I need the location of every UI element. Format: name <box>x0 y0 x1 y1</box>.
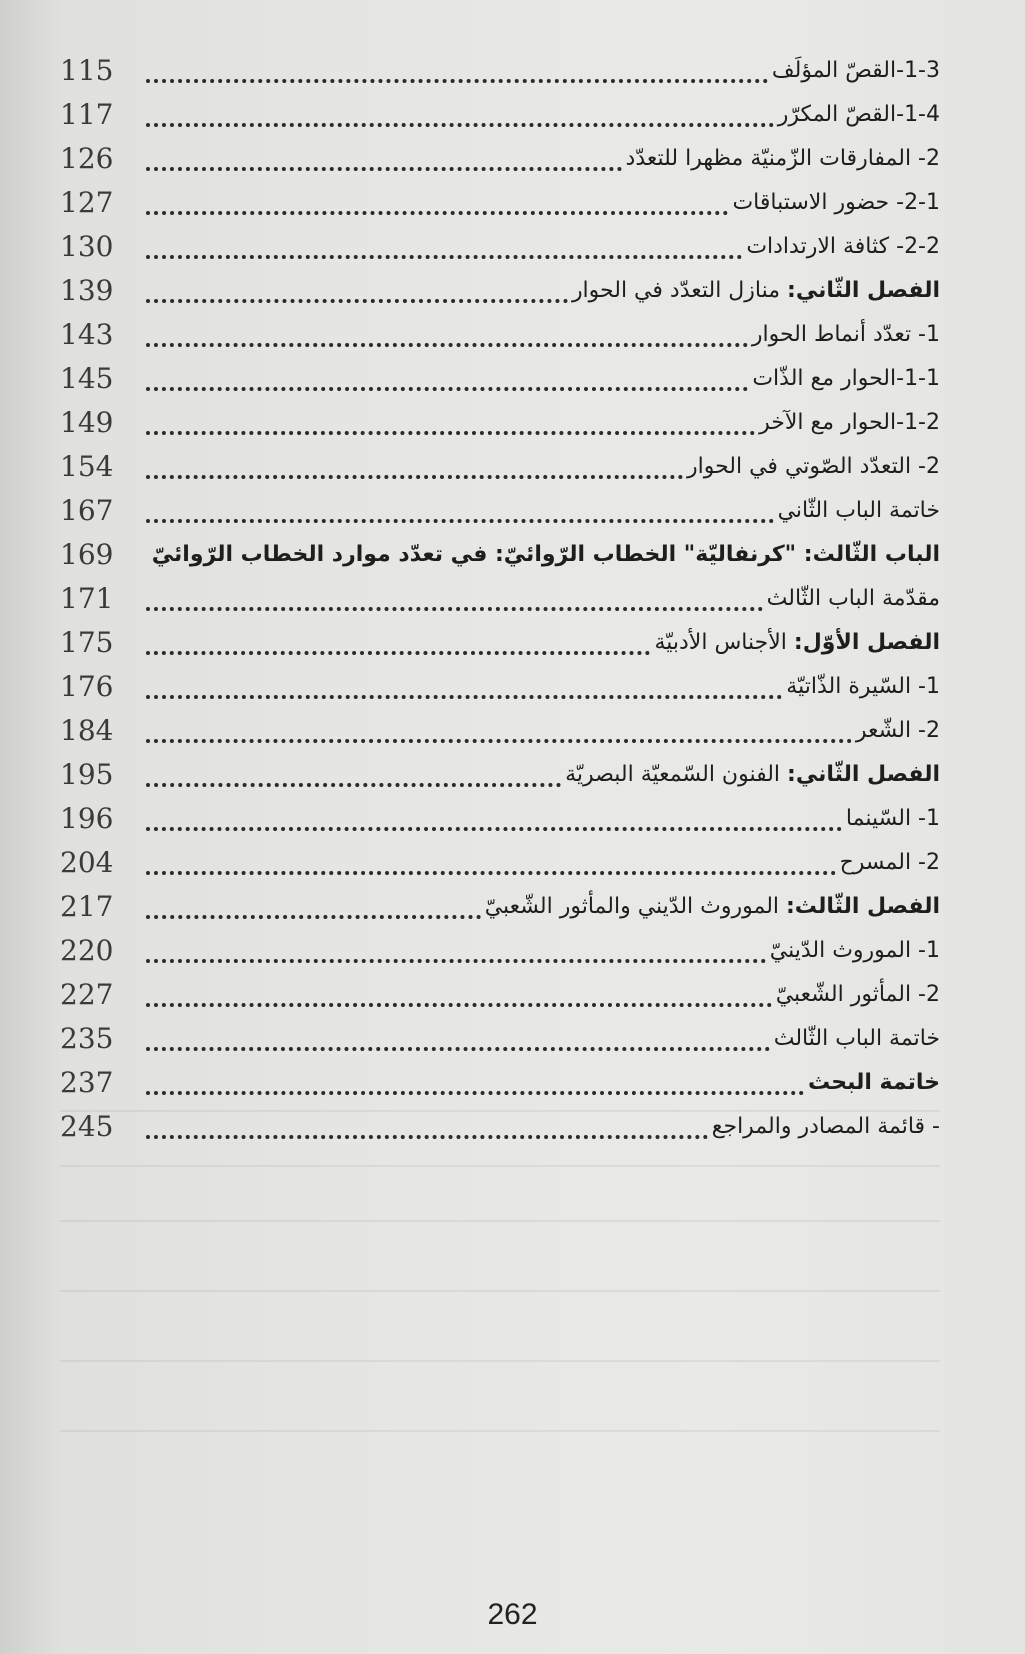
toc-page-number: 117 <box>60 97 114 131</box>
toc-leader-dots <box>146 884 481 928</box>
toc-entry <box>60 884 940 928</box>
page-number: 262 <box>487 1598 538 1631</box>
toc-leader-dots <box>146 1016 770 1060</box>
toc-entry-title: 1-3-القصّ المؤلَف <box>771 57 940 83</box>
table-of-contents <box>60 48 940 1148</box>
toc-entry <box>60 840 940 884</box>
toc-entry <box>60 972 940 1016</box>
toc-page-number: 235 <box>60 1021 114 1055</box>
toc-entry-title <box>561 762 940 787</box>
toc-leader-dots <box>146 1060 804 1104</box>
toc-entry <box>60 796 940 840</box>
toc-entry-title: - قائمة المصادر والمراجع <box>711 1113 940 1139</box>
toc-leader-dots <box>146 356 748 400</box>
toc-leader-dots <box>146 796 842 840</box>
toc-entry <box>60 576 940 620</box>
toc-entry <box>60 752 940 796</box>
toc-leader-dots <box>146 48 768 92</box>
toc-page-number: 204 <box>60 845 114 879</box>
toc-page-number: 126 <box>60 141 114 175</box>
toc-page-number: 115 <box>60 53 114 87</box>
toc-page-number: 217 <box>60 889 114 923</box>
toc-entry-title <box>650 630 940 655</box>
toc-entry-title <box>568 278 940 303</box>
toc-leader-dots <box>146 312 748 356</box>
toc-chapter-prefix: الفصل الثّالث: <box>786 893 940 919</box>
toc-leader-dots <box>146 92 774 136</box>
bleed-through-line <box>60 1430 940 1432</box>
toc-leader-dots <box>146 840 836 884</box>
toc-entry-title: 2- التعدّد الصّوتي في الحوار <box>686 453 940 479</box>
toc-page-number: 184 <box>60 713 114 747</box>
toc-page-number: 227 <box>60 977 114 1011</box>
toc-entry <box>60 312 940 356</box>
toc-entry <box>60 180 940 224</box>
toc-entry <box>60 488 940 532</box>
bleed-through-line <box>60 1165 940 1167</box>
toc-entry-title: 1-4-القصّ المكرّر <box>777 101 940 127</box>
toc-entry-title: 1-2-الحوار مع الآخر <box>759 409 940 435</box>
toc-page-number: 220 <box>60 933 114 967</box>
toc-entry-title: 1- السّينما <box>845 805 940 831</box>
toc-page-number: 196 <box>60 801 114 835</box>
toc-page-number: 143 <box>60 317 114 351</box>
toc-entry <box>60 400 940 444</box>
bleed-through-line <box>60 1220 940 1222</box>
toc-page-number: 167 <box>60 493 114 527</box>
toc-page-number: 175 <box>60 625 114 659</box>
toc-entry-title: خاتمة الباب الثّاني <box>777 497 940 523</box>
toc-entry-title: 2-1- حضور الاستباقات <box>732 189 940 215</box>
toc-leader-dots <box>146 620 650 664</box>
toc-entry-title: 1-1-الحوار مع الذّات <box>752 365 940 391</box>
toc-entry <box>60 532 940 576</box>
toc-page-number: 195 <box>60 757 114 791</box>
toc-page-number: 139 <box>60 273 114 307</box>
toc-page-number: 130 <box>60 229 114 263</box>
bleed-through-line <box>60 1290 940 1292</box>
toc-entry <box>60 92 940 136</box>
toc-leader-dots <box>146 488 774 532</box>
toc-entry <box>60 928 940 972</box>
toc-chapter-title: منازل التعدّد في الحوار <box>571 277 788 303</box>
toc-leader-dots <box>146 928 766 972</box>
toc-entry <box>60 444 940 488</box>
toc-leader-dots <box>146 136 622 180</box>
toc-entry-title: 2- المفارقات الزّمنيّة مظهرا للتعدّد <box>625 145 940 171</box>
toc-page-number: 237 <box>60 1065 114 1099</box>
toc-chapter-title: الفنون السّمعيّة البصريّة <box>565 761 788 787</box>
toc-entry-title <box>481 894 940 919</box>
toc-entry-title: 2-2- كثافة الارتدادات <box>746 233 940 259</box>
toc-entry <box>60 136 940 180</box>
toc-chapter-prefix: الفصل الأوّل: <box>793 629 940 655</box>
toc-page-number: 154 <box>60 449 114 483</box>
toc-entry-title: مقدّمة الباب الثّالث <box>766 585 940 611</box>
toc-leader-dots <box>146 400 755 444</box>
toc-entry-title: الباب الثّالث: "كرنفاليّة" الخطاب الرّوائيّ: في تعدّد موارد الخطاب الرّوائيّ <box>151 541 940 567</box>
toc-leader-dots <box>146 444 683 488</box>
toc-entry-title: 1- السّيرة الذّاتيّة <box>786 673 940 699</box>
toc-leader-dots <box>146 180 728 224</box>
toc-page-number: 127 <box>60 185 114 219</box>
toc-entry <box>60 620 940 664</box>
toc-entry <box>60 1060 940 1104</box>
toc-leader-dots <box>146 224 742 268</box>
toc-entry <box>60 708 940 752</box>
toc-page-number: 149 <box>60 405 114 439</box>
toc-entry <box>60 356 940 400</box>
toc-entry-title: 2- المسرح <box>839 849 940 875</box>
toc-leader-dots <box>146 576 763 620</box>
toc-page-number: 169 <box>60 537 114 571</box>
toc-leader-dots <box>146 664 782 708</box>
toc-page-number: 176 <box>60 669 114 703</box>
toc-page-number: 245 <box>60 1109 114 1143</box>
toc-chapter-prefix: الفصل الثّاني: <box>787 761 940 787</box>
toc-chapter-title: الموروث الدّيني والمأثور الشّعبيّ <box>484 893 786 919</box>
toc-leader-dots <box>146 1104 708 1148</box>
toc-entry <box>60 224 940 268</box>
toc-leader-dots <box>146 708 852 752</box>
toc-entry-title: 2- الشّعر <box>855 717 940 743</box>
toc-entry <box>60 48 940 92</box>
toc-chapter-prefix: الفصل الثّاني: <box>787 277 940 303</box>
toc-entry-title: خاتمة البحث <box>807 1069 940 1095</box>
toc-entry <box>60 1104 940 1148</box>
toc-leader-dots <box>146 268 568 312</box>
toc-entry-title: 1- تعدّد أنماط الحوار <box>751 321 940 347</box>
toc-page-number: 145 <box>60 361 114 395</box>
toc-entry <box>60 1016 940 1060</box>
toc-entry <box>60 664 940 708</box>
bleed-through-line <box>60 1360 940 1362</box>
toc-entry-title: 2- المأثور الشّعبيّ <box>775 981 940 1007</box>
toc-entry <box>60 268 940 312</box>
toc-page-number: 171 <box>60 581 114 615</box>
toc-chapter-title: الأجناس الأدبيّة <box>654 629 794 655</box>
toc-entry-title: 1- الموروث الدّينيّ <box>769 937 940 963</box>
toc-leader-dots <box>146 972 772 1016</box>
toc-leader-dots <box>146 752 561 796</box>
toc-entry-title: خاتمة الباب الثّالث <box>773 1025 940 1051</box>
